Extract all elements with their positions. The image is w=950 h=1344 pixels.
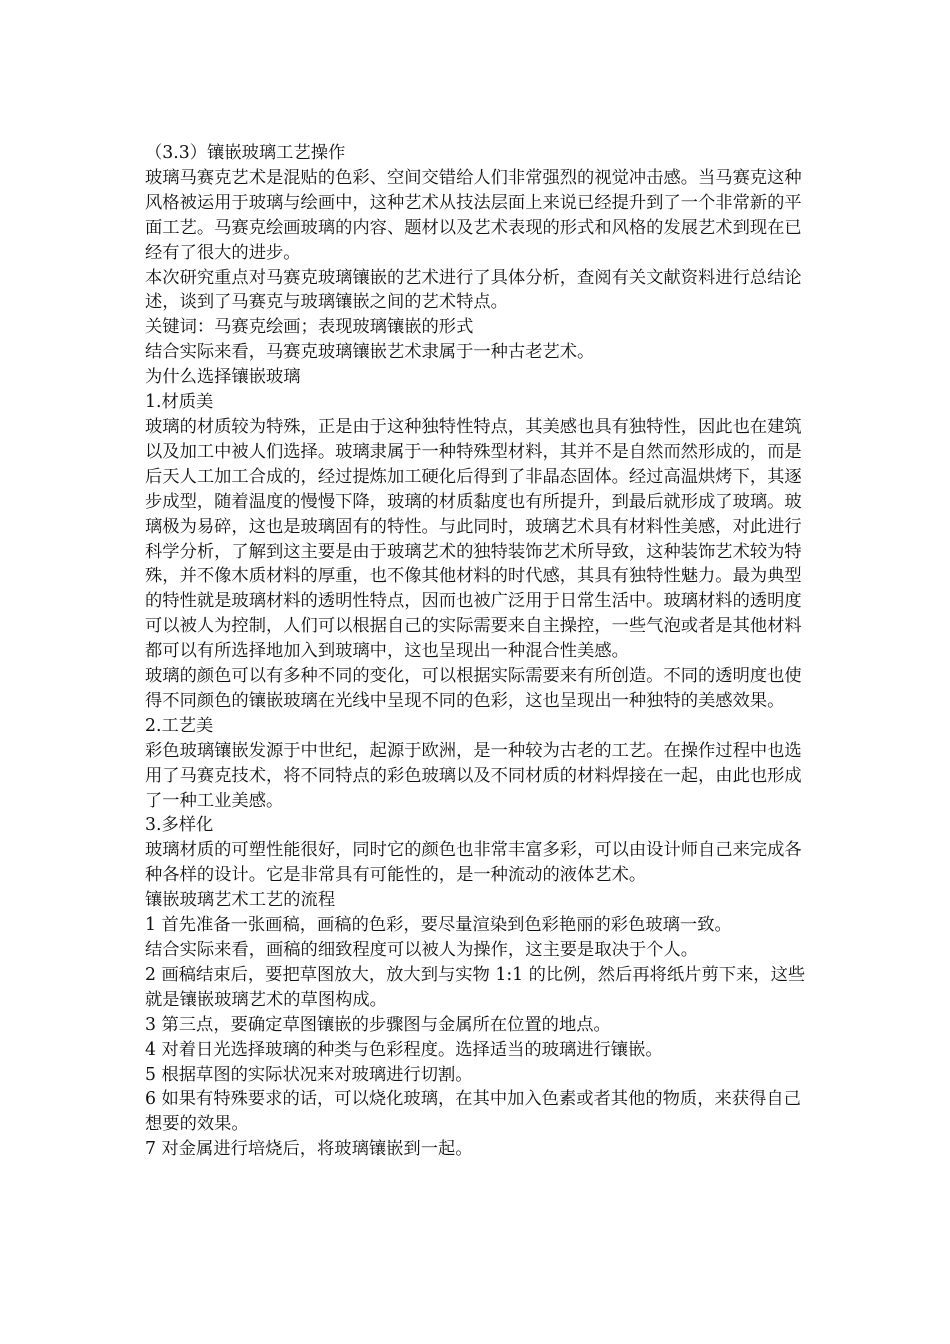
material-paragraph: 玻璃的材质较为特殊，正是由于这种独特性特点，其美感也具有独特性，因此也在建筑以及加工中被人们选择。玻璃隶属于一种特殊型材料，其并不是自然而然形成的，而是后天人工加工合成的，经过提炼加工硬化后得到了非晶态固体。经过高温烘烤下，其逐步成型，随着温度的慢慢下降，玻璃的材质黏度也有所提升，到最后就形成了玻璃。玻璃极为易碎，这也是玻璃固有的特性。与此同时，玻璃艺术具有材料性美感，对此进行科学分析，了解到这主要是由于玻璃艺术的独特装饰艺术所导致，这种装饰艺术较为特殊，并不像木质材料的厚重，也不像其他材料的时代感，其具有独特性魅力。最为典型的特性就是玻璃材料的透明性特点，因而也被广泛用于日常生活中。玻璃材料的透明度可以被人为控制，人们可以根据自己的实际需要来自主操控，一些气泡或者是其他材料都可以有所选择地加入到玻璃中，这也呈现出一种混合性美感。 (145, 416, 802, 662)
process-step-2: 2 画稿结束后，要把草图放大，放大到与实物 1:1 的比例，然后再将纸片剪下来，这些就是镶嵌玻璃艺术的草图构成。 (145, 964, 806, 1010)
process-step-6: 6 如果有特殊要求的话，可以烧化玻璃，在其中加入色素或者其他的物质，来获得自己想要的效果。 (145, 1089, 801, 1135)
process-step-1-note: 结合实际来看，画稿的细致程度可以被人为操作，这主要是取决于个人。 (145, 940, 699, 960)
craft-paragraph: 彩色玻璃镶嵌发源于中世纪，起源于欧洲，是一种较为古老的工艺。在操作过程中也选用了马赛克技术，将不同特点的彩色玻璃以及不同材质的材料焊接在一起，由此也形成了一种工业美感。 (145, 740, 802, 811)
process-step-7: 7 对金属进行培烧后，将玻璃镶嵌到一起。 (145, 1139, 473, 1160)
intro-paragraph: 玻璃马赛克艺术是混贴的色彩、空间交错给人们非常强烈的视觉冲击感。当马赛克这种风格被运用于玻璃与绘画中，这种艺术从技法层面上来说已经提升到了一个非常新的平面工艺。马赛克绘画玻璃的内容、题材以及艺术表现的形式和风格的发展艺术到现在已经有了很大的进步。 (145, 167, 802, 263)
subheading-why: 为什么选择镶嵌玻璃 (145, 367, 301, 388)
process-step-4: 4 对着日光选择玻璃的种类与色彩程度。选择适当的玻璃进行镶嵌。 (145, 1039, 663, 1060)
color-paragraph: 玻璃的颜色可以有多种不同的变化，可以根据实际需要来有所创造。不同的透明度也使得不同颜色的镶嵌玻璃在光线中呈现不同的色彩，这也呈现出一种独特的美感效果。 (145, 666, 802, 711)
section-heading: （3.3）镶嵌玻璃工艺操作 (145, 143, 346, 163)
subheading-craft: 2.工艺美 (145, 715, 214, 736)
keywords-line: 关键词：马赛克绘画；表现玻璃镶嵌的形式 (145, 317, 474, 338)
process-step-1: 1 首先准备一张画稿，画稿的色彩，要尽量渲染到色彩艳丽的彩色玻璃一致。 (145, 915, 732, 936)
subheading-process: 镶嵌玻璃艺术工艺的流程 (145, 890, 336, 911)
research-paragraph: 本次研究重点对马赛克玻璃镶嵌的艺术进行了具体分析，查阅有关文献资料进行总结论述，谈到了马赛克与玻璃镶嵌之间的艺术特点。 (145, 267, 802, 313)
process-step-3: 3 第三点，要确定草图镶嵌的步骤图与金属所在位置的地点。 (145, 1014, 611, 1035)
subheading-diversity: 3.多样化 (145, 815, 214, 836)
document-page (145, 141, 810, 1162)
context-paragraph: 结合实际来看，马赛克玻璃镶嵌艺术隶属于一种古老艺术。 (145, 342, 595, 363)
process-step-5: 5 根据草图的实际状况来对玻璃进行切割。 (145, 1064, 473, 1085)
diversity-paragraph: 玻璃材质的可塑性能很好，同时它的颜色也非常丰富多彩，可以由设计师自己来完成各种各样的设计。它是非常具有可能性的，是一种流动的液体艺术。 (145, 840, 802, 886)
subheading-material: 1.材质美 (145, 392, 214, 413)
